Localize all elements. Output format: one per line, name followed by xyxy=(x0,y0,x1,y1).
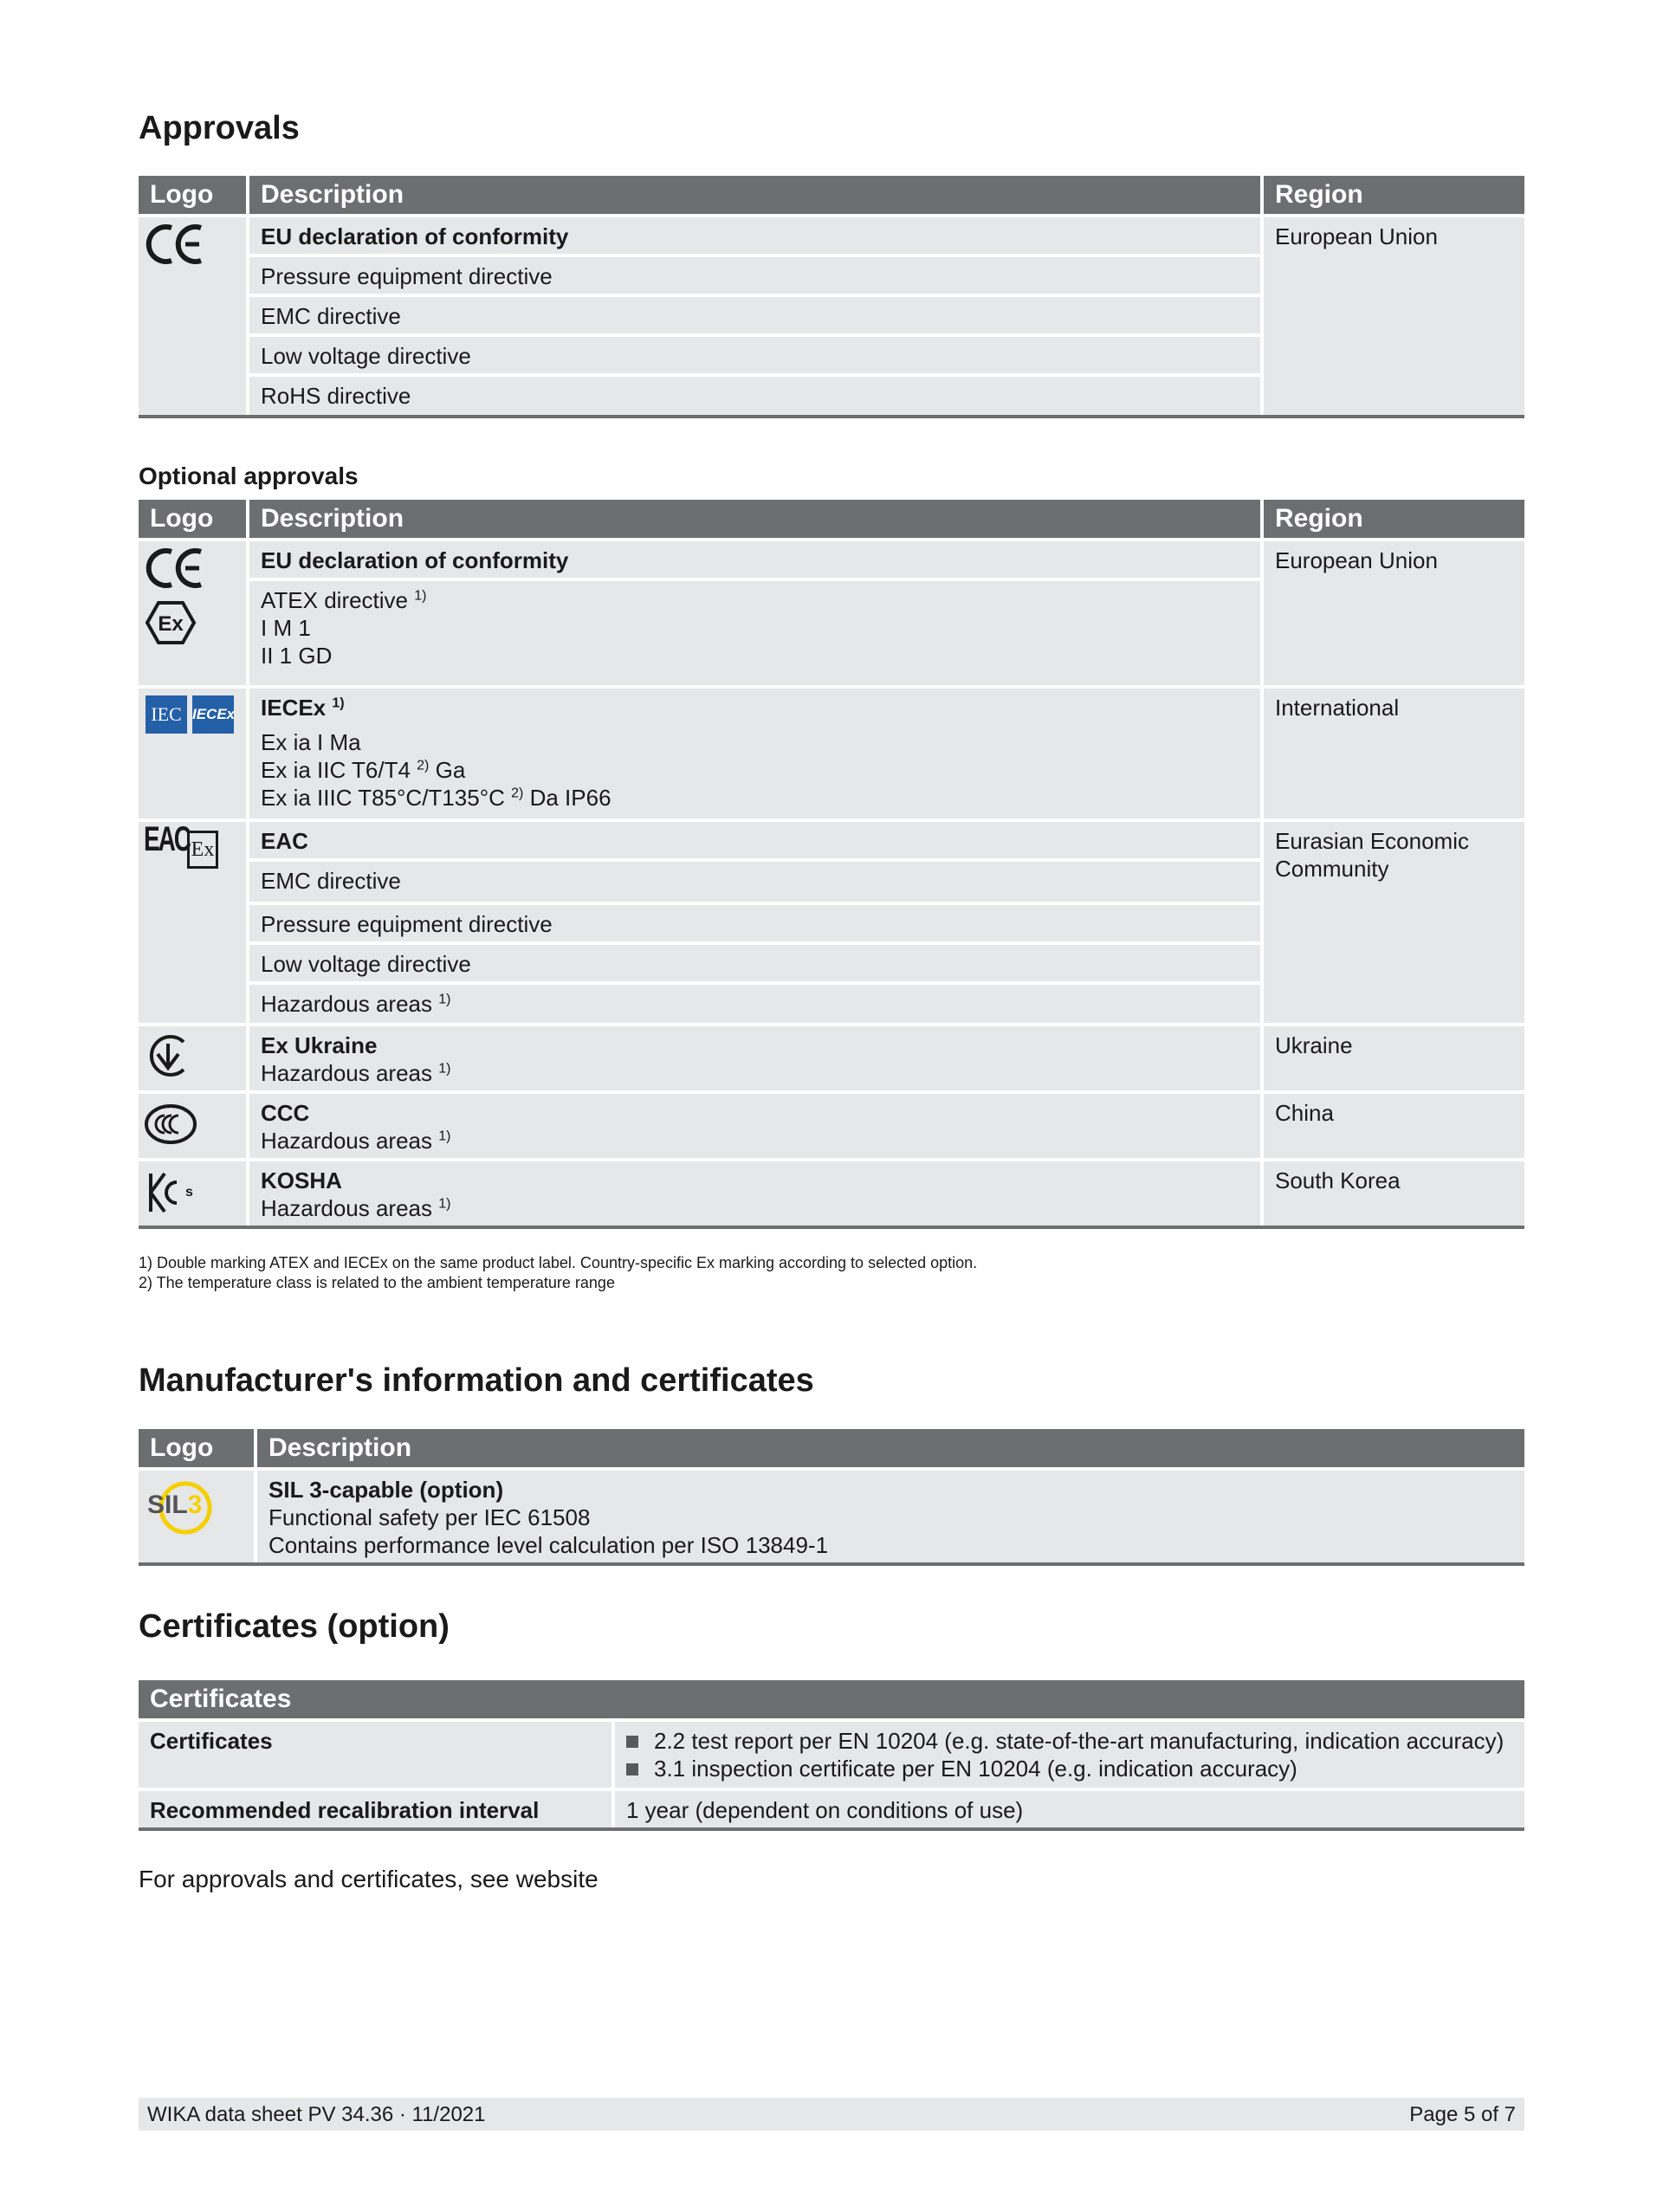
list-item: 2.2 test report per EN 10204 (e.g. state-of-the-art manufacturing, indication accuracy) xyxy=(626,1727,1513,1755)
ccc-line: Hazardous areas xyxy=(261,1128,432,1154)
optional-ccc-region: China xyxy=(1264,1094,1524,1158)
ce-mark-icon xyxy=(147,547,204,590)
table-rule xyxy=(139,415,1524,418)
cert-row-label: Certificates xyxy=(139,1722,611,1788)
kosha-mark-icon xyxy=(147,1170,192,1215)
optional-iecex-region: International xyxy=(1264,689,1524,818)
footer-page-number: Page 5 of 7 xyxy=(1409,2103,1516,2126)
optional-approvals-title: Optional approvals xyxy=(139,462,359,489)
ukraine-title: Ex Ukraine xyxy=(261,1032,378,1058)
atex-line: I M 1 xyxy=(261,615,311,641)
optional-eac-region: Eurasian Economic Community xyxy=(1264,822,1524,1023)
approval-ce-title: EU declaration of conformity xyxy=(249,217,1260,254)
iecex-line: Ex ia I Ma xyxy=(261,729,361,755)
iecex-logo: IECEx xyxy=(192,695,234,734)
header-logo: Logo xyxy=(139,500,246,538)
svg-text:Ex: Ex xyxy=(158,612,184,636)
table-rule xyxy=(139,1226,1524,1229)
ex-hexagon-icon xyxy=(146,600,196,645)
certificates-header: Certificates xyxy=(139,1680,1524,1718)
sil-line: Functional safety per IEC 61508 xyxy=(269,1504,591,1530)
approvals-title: Approvals xyxy=(139,110,300,146)
approval-ce-row: EMC directive xyxy=(249,297,1260,333)
logo-cell-ccc xyxy=(139,1094,246,1158)
optional-eu-region: European Union xyxy=(1264,541,1524,685)
optional-ccc-cell xyxy=(249,1094,1260,1158)
optional-iecex-cell xyxy=(249,689,1260,818)
approval-ce-row: RoHS directive xyxy=(249,377,1260,415)
optional-eu-title: EU declaration of conformity xyxy=(249,541,1260,578)
optional-atex-cell xyxy=(249,581,1260,685)
iecex-title: IECEx xyxy=(261,695,327,721)
footnote-ref: 1) xyxy=(332,695,345,711)
ce-mark-icon xyxy=(147,223,204,266)
svg-text:s: s xyxy=(185,1185,193,1200)
optional-kosha-region: South Korea xyxy=(1264,1161,1524,1226)
cert-row-value xyxy=(615,1722,1524,1788)
approval-ce-row: Pressure equipment directive xyxy=(249,257,1260,294)
table-rule xyxy=(139,1827,1524,1831)
bullet-icon xyxy=(626,1736,638,1748)
footer-doc-id: WIKA data sheet PV 34.36 · 11/2021 xyxy=(147,2103,486,2126)
logo-cell-eu-atex xyxy=(139,541,246,685)
website-note: For approvals and certificates, see website xyxy=(139,1866,599,1892)
approval-ce-region: European Union xyxy=(1264,217,1524,415)
eac-hazardous-label: Hazardous areas xyxy=(261,991,432,1017)
iec-logo: IEC xyxy=(146,695,187,734)
footnote-ref: 1) xyxy=(438,1196,451,1212)
bullet-icon xyxy=(626,1763,638,1775)
manufacturer-sil-cell xyxy=(257,1471,1524,1562)
header-description: Description xyxy=(249,500,1260,538)
footnote-ref: 1) xyxy=(438,1061,451,1077)
manufacturer-title: Manufacturer's information and certificates xyxy=(139,1362,814,1399)
logo-cell-ukraine xyxy=(139,1026,246,1090)
approval-ce-row: Low voltage directive xyxy=(249,337,1260,373)
optional-eac-row: EMC directive xyxy=(249,862,1260,902)
header-region: Region xyxy=(1264,176,1524,214)
certificates-title: Certificates (option) xyxy=(139,1608,450,1645)
optional-eac-title: EAC xyxy=(249,822,1260,858)
logo-cell-sil xyxy=(139,1471,254,1562)
iecex-line: Ex ia IIIC T85°C/T135°C xyxy=(261,785,505,811)
page-footer xyxy=(139,2098,1524,2131)
cert-row-label: Recommended recalibration interval xyxy=(139,1791,611,1827)
footnote-ref: 1) xyxy=(438,1129,451,1144)
header-logo: Logo xyxy=(139,1429,254,1467)
footnote-ref: 1) xyxy=(414,588,427,604)
optional-eac-row xyxy=(249,985,1260,1023)
footnote-ref: 2) xyxy=(511,786,524,801)
cert-row-value: 1 year (dependent on conditions of use) xyxy=(615,1791,1524,1827)
header-description: Description xyxy=(249,176,1260,214)
ukraine-mark-icon xyxy=(146,1033,191,1078)
list-item: 3.1 inspection certificate per EN 10204 (e.g. indication accuracy) xyxy=(626,1755,1513,1782)
sil-title: SIL 3-capable (option) xyxy=(269,1477,504,1503)
footnote-2: 2) The temperature class is related to the ambient temperature range xyxy=(139,1274,615,1291)
sil-line: Contains performance level calculation per ISO 13849-1 xyxy=(269,1532,829,1558)
optional-ukraine-region: Ukraine xyxy=(1264,1026,1524,1090)
sil-logo-text: SIL3 xyxy=(147,1491,203,1519)
logo-cell-iecex xyxy=(139,689,246,818)
iecex-line: Ex ia IIC T6/T4 xyxy=(261,757,411,783)
iecex-line: Da IP66 xyxy=(529,785,611,811)
optional-eac-row: Pressure equipment directive xyxy=(249,905,1260,941)
header-logo: Logo xyxy=(139,176,246,214)
logo-cell-kosha xyxy=(139,1161,246,1226)
ccc-title: CCC xyxy=(261,1100,310,1126)
optional-ukraine-cell xyxy=(249,1026,1260,1090)
eac-logo: EAC xyxy=(144,820,190,858)
table-rule xyxy=(139,1562,1524,1566)
header-description: Description xyxy=(257,1429,1524,1467)
kosha-line: Hazardous areas xyxy=(261,1195,432,1221)
footnote-ref: 2) xyxy=(417,758,430,773)
optional-kosha-cell xyxy=(249,1161,1260,1226)
kosha-title: KOSHA xyxy=(261,1167,342,1193)
ccc-mark-icon xyxy=(144,1103,197,1146)
footnote-1: 1) Double marking ATEX and IECEx on the same product label. Country-specific Ex marking according to selected option. xyxy=(139,1254,978,1271)
iecex-line: Ga xyxy=(435,757,466,783)
ukraine-line: Hazardous areas xyxy=(261,1060,432,1086)
footnote-ref: 1) xyxy=(438,992,451,1007)
atex-line: II 1 GD xyxy=(261,643,333,669)
header-region: Region xyxy=(1264,500,1524,538)
optional-eac-row: Low voltage directive xyxy=(249,945,1260,981)
ex-box-logo: Ex xyxy=(187,831,218,869)
atex-label: ATEX directive xyxy=(261,587,409,613)
logo-cell-eac xyxy=(139,822,246,1023)
logo-cell-ce xyxy=(139,217,246,415)
